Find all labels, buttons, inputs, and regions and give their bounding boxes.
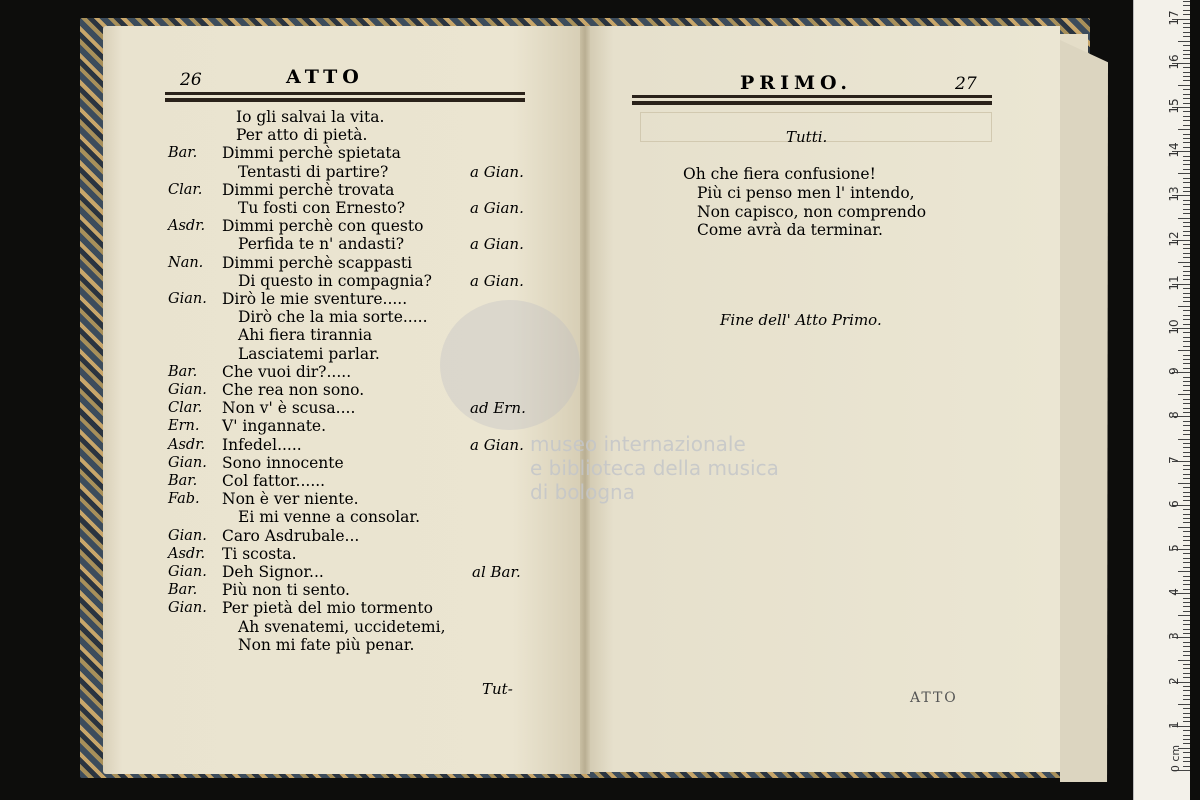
ruler-tick (1183, 160, 1190, 161)
ruler-number: 3 (1167, 632, 1181, 641)
verse-line: Caro Asdrubale... (222, 526, 360, 545)
header-right: PRIMO. (740, 72, 853, 94)
ruler-tick (1183, 147, 1190, 148)
speaker-label: Nan. (168, 254, 204, 271)
stage-direction: ad Ern. (470, 399, 526, 418)
speaker-tutti: Tutti. (786, 128, 828, 146)
ruler-tick (1183, 235, 1190, 236)
ruler-tick (1183, 319, 1190, 320)
verse-line: Ahi fiera tirannia (238, 326, 373, 345)
ruler-tick (1178, 571, 1190, 572)
ruler-tick (1183, 536, 1190, 537)
ruler-tick (1183, 120, 1190, 121)
ruler-tick (1183, 377, 1190, 378)
ruler-tick (1183, 182, 1190, 183)
speaker-label: Bar. (168, 363, 198, 380)
ruler-tick (1178, 306, 1190, 307)
ruler-tick (1178, 394, 1190, 395)
ruler-tick (1183, 54, 1190, 55)
ruler-tick (1183, 611, 1190, 612)
speaker-label: Clar. (168, 400, 203, 417)
stage-direction: a Gian. (470, 235, 524, 254)
ruler-tick (1178, 527, 1190, 528)
verse-line: Dimmi perchè con questo (222, 217, 424, 236)
ruler-tick (1183, 116, 1190, 117)
library-stamp (530, 432, 779, 504)
stage-direction: a Gian. (470, 162, 524, 181)
page-number-right: 27 (955, 74, 977, 94)
ruler-tick (1183, 624, 1190, 625)
ruler-tick (1178, 218, 1190, 219)
ruler-tick (1183, 496, 1190, 497)
ruler-tick (1183, 359, 1190, 360)
ruler-tick (1178, 483, 1190, 484)
verse-line: Dimmi perchè spietata (222, 144, 401, 163)
ruler-tick (1183, 257, 1190, 258)
ruler-tick (1183, 487, 1190, 488)
ruler-tick (1183, 567, 1190, 568)
ruler-tick (1183, 191, 1190, 192)
verse-line: Deh Signor... (222, 563, 324, 581)
ruler-tick (1183, 385, 1190, 386)
verse-line: Non v' è scusa.... (222, 399, 356, 418)
ruler-tick (1183, 187, 1190, 188)
ruler-tick (1183, 602, 1190, 603)
ruler-number: 8 (1167, 411, 1181, 420)
ruler-tick (1183, 545, 1190, 546)
header-left: ATTO (286, 66, 364, 88)
ruler-tick (1183, 111, 1190, 112)
speaker-label: Gian. (168, 600, 207, 617)
ruler-tick (1183, 275, 1190, 276)
ruler-tick (1183, 32, 1190, 33)
ruler-tick (1183, 213, 1190, 214)
ruler-tick (1183, 204, 1190, 205)
ruler-tick (1183, 474, 1190, 475)
verse-line: Ti scosta. (222, 544, 297, 563)
ruler-tick (1183, 98, 1190, 99)
ruler-number: 10 (1167, 319, 1181, 335)
ruler-tick (1183, 664, 1190, 665)
ruler-tick (1183, 222, 1190, 223)
ruler-tick (1183, 94, 1190, 95)
ruler-tick (1183, 412, 1190, 413)
verse-line: Non capisco, non comprendo (697, 203, 927, 221)
ruler-tick (1178, 660, 1190, 661)
verse-line: Per pietà del mio tormento (222, 599, 433, 618)
end-of-act-note: Fine dell' Atto Primo. (720, 311, 882, 329)
ruler-tick (1178, 350, 1190, 351)
catchword-right: ATTO (910, 690, 958, 706)
ruler-number: 5 (1167, 544, 1181, 552)
verse-line: Lasciatemi parlar. (238, 344, 380, 363)
ruler-tick (1183, 169, 1190, 170)
speaker-label: Gian. (168, 291, 207, 307)
header-rule-right (632, 95, 992, 105)
verse-line: Non è ver niente. (222, 490, 359, 509)
verse-line: Più non ti sento. (222, 581, 350, 600)
ruler-tick (1183, 598, 1190, 599)
stage-direction: a Gian. (470, 199, 524, 217)
verse-line: Ei mi venne a consolar. (238, 508, 421, 527)
ruler-tick (1183, 708, 1190, 709)
ruler-tick (1183, 156, 1190, 157)
stage-direction: a Gian. (470, 435, 524, 454)
ruler-tick (1183, 58, 1190, 59)
verse-line: Tu fosti con Ernesto? (238, 199, 406, 217)
ruler-number: 7 (1167, 455, 1181, 464)
ruler-tick (1183, 134, 1190, 135)
verse-line: Come avrà da terminar. (697, 221, 883, 239)
stage-direction: al Bar. (472, 563, 521, 581)
ruler-tick (1183, 36, 1190, 37)
ruler-tick (1183, 421, 1190, 422)
ruler-tick (1183, 381, 1190, 382)
ruler-tick (1183, 531, 1190, 532)
ruler-tick (1183, 76, 1190, 77)
measuring-ruler (1133, 0, 1190, 800)
ruler-number: 12 (1167, 230, 1181, 247)
page-number-left: 26 (180, 70, 202, 90)
verse-line: Sono innocente (222, 453, 344, 472)
ruler-tick (1178, 615, 1190, 616)
ruler-tick (1183, 164, 1190, 165)
verse-line: Oh che fiera confusione! (683, 165, 876, 183)
speaker-label: Gian. (168, 454, 207, 471)
ruler-tick (1183, 518, 1190, 519)
ruler-unit: 0 cm (1169, 744, 1183, 773)
ruler-tick (1178, 129, 1190, 130)
ruler-tick (1183, 1, 1190, 2)
ruler-tick (1183, 699, 1190, 700)
verse-line: Per atto di pietà. (236, 126, 368, 145)
ruler-tick (1183, 690, 1190, 691)
ruler-tick (1183, 368, 1190, 369)
ruler-tick (1183, 673, 1190, 674)
ruler-tick (1183, 279, 1190, 280)
ruler-tick (1183, 553, 1190, 554)
ruler-tick (1183, 125, 1190, 126)
ruler-tick (1183, 558, 1190, 559)
stamp-line-2: e biblioteca della musica (530, 456, 779, 480)
ruler-number: 15 (1167, 98, 1181, 114)
verse-line: V' ingannate. (222, 417, 327, 436)
ruler-tick (1183, 447, 1190, 448)
ruler-tick (1183, 469, 1190, 470)
ruler-tick (1183, 478, 1190, 479)
ruler-tick (1183, 606, 1190, 607)
ruler-tick (1183, 677, 1190, 678)
ruler-tick (1183, 580, 1190, 581)
ruler-tick (1178, 41, 1190, 42)
ruler-tick (1183, 443, 1190, 444)
ruler-tick (1183, 757, 1190, 758)
ruler-tick (1183, 492, 1190, 493)
verse-line: Col fattor...... (222, 472, 326, 490)
ruler-tick (1183, 67, 1190, 68)
back-pages-edge (1060, 40, 1108, 782)
stamp-line-3: di bologna (530, 480, 635, 504)
ruler-tick (1183, 668, 1190, 669)
ruler-number: 14 (1167, 142, 1181, 158)
ruler-tick (1183, 403, 1190, 404)
ruler-tick (1183, 761, 1190, 762)
speaker-label: Clar. (168, 181, 203, 198)
ruler-tick (1183, 301, 1190, 302)
ruler-tick (1183, 500, 1190, 501)
ruler-tick (1183, 522, 1190, 523)
ruler-tick (1183, 589, 1190, 590)
ruler-tick (1183, 730, 1190, 731)
verse-line: Che rea non sono. (222, 381, 365, 399)
verse-line: Più ci penso men l' intendo, (697, 184, 915, 202)
speaker-label: Ern. (168, 418, 200, 435)
ruler-tick (1183, 739, 1190, 740)
ruler-tick (1183, 456, 1190, 457)
verse-line: Infedel..... (222, 435, 302, 454)
ruler-number: 13 (1167, 186, 1181, 203)
ruler-tick (1183, 721, 1190, 722)
ruler-tick (1183, 514, 1190, 515)
ruler-tick (1183, 337, 1190, 338)
ruler-tick (1183, 72, 1190, 73)
ruler-tick (1183, 355, 1190, 356)
ruler-tick (1183, 735, 1190, 736)
ruler-tick (1183, 332, 1190, 333)
ruler-number: 16 (1167, 54, 1181, 70)
ruler-tick (1183, 341, 1190, 342)
speaker-label: Asdr. (168, 436, 206, 453)
verse-line: Tentasti di partire? (238, 162, 389, 181)
ruler-tick (1183, 5, 1190, 6)
ruler-tick (1183, 430, 1190, 431)
ruler-tick (1178, 85, 1190, 86)
ruler-tick (1183, 540, 1190, 541)
verse-line: Dimmi perchè scappasti (222, 253, 413, 272)
stamp-line-1: museo internazionale (530, 432, 746, 456)
ruler-tick (1183, 425, 1190, 426)
ruler-tick (1183, 231, 1190, 232)
ruler-tick (1183, 646, 1190, 647)
ruler-tick (1183, 297, 1190, 298)
ruler-tick (1183, 408, 1190, 409)
ruler-tick (1183, 10, 1190, 11)
ruler-tick (1183, 655, 1190, 656)
ruler-tick (1183, 45, 1190, 46)
speaker-label: Bar. (168, 582, 198, 599)
ruler-number: 6 (1167, 499, 1181, 508)
ruler-number: 9 (1167, 367, 1181, 376)
ruler-tick (1183, 226, 1190, 227)
catchword-left: Tut- (482, 680, 513, 698)
ruler-tick (1183, 89, 1190, 90)
verse-line: Dimmi perchè trovata (222, 180, 395, 199)
ruler-tick (1183, 584, 1190, 585)
ruler-number: 17 (1167, 9, 1181, 26)
ruler-tick (1183, 651, 1190, 652)
ruler-tick (1183, 103, 1190, 104)
ruler-tick (1183, 713, 1190, 714)
ruler-tick (1183, 686, 1190, 687)
ruler-tick (1178, 262, 1190, 263)
stage-direction: a Gian. (470, 271, 524, 290)
ruler-tick (1183, 399, 1190, 400)
ruler-tick (1183, 80, 1190, 81)
ruler-tick (1183, 209, 1190, 210)
ruler-tick (1183, 315, 1190, 316)
book-gutter (580, 26, 590, 774)
speaker-label: Fab. (168, 491, 200, 508)
ruler-tick (1183, 293, 1190, 294)
ruler-tick (1183, 620, 1190, 621)
verse-line: Di questo in compagnia? (238, 271, 432, 290)
ruler-tick (1183, 248, 1190, 249)
ruler-tick (1183, 14, 1190, 15)
speaker-label: Gian. (168, 382, 207, 398)
ruler-tick (1183, 178, 1190, 179)
ruler-tick (1183, 27, 1190, 28)
ruler-tick (1183, 695, 1190, 696)
verse-line: Dirò le mie sventure..... (222, 290, 408, 308)
ruler-tick (1183, 271, 1190, 272)
ruler-tick (1183, 200, 1190, 201)
ruler-tick (1183, 509, 1190, 510)
ruler-tick (1183, 766, 1190, 767)
ruler-tick (1183, 752, 1190, 753)
ruler-tick (1183, 244, 1190, 245)
ruler-tick (1183, 633, 1190, 634)
ruler-tick (1183, 253, 1190, 254)
ruler-tick (1183, 346, 1190, 347)
speaker-label: Bar. (168, 145, 198, 162)
header-rule-left (165, 92, 525, 102)
ruler-tick (1183, 743, 1190, 744)
ruler-tick (1183, 310, 1190, 311)
ruler-tick (1183, 562, 1190, 563)
ruler-tick (1183, 138, 1190, 139)
ruler-tick (1183, 363, 1190, 364)
verse-line: Dirò che la mia sorte..... (238, 308, 428, 327)
ruler-tick (1178, 704, 1190, 705)
ruler-number: 2 (1167, 676, 1181, 685)
ruler-tick (1183, 452, 1190, 453)
ruler-number: 4 (1167, 588, 1181, 597)
ruler-tick (1183, 50, 1190, 51)
speaker-label: Bar. (168, 473, 198, 489)
verse-line: Che vuoi dir?..... (222, 362, 352, 381)
ruler-tick (1183, 465, 1190, 466)
ruler-number: 11 (1167, 275, 1181, 291)
ruler-tick (1183, 266, 1190, 267)
verse-line: Io gli salvai la vita. (236, 108, 385, 126)
ruler-tick (1183, 23, 1190, 24)
ruler-tick (1183, 288, 1190, 289)
ruler-tick (1183, 576, 1190, 577)
ruler-tick (1183, 629, 1190, 630)
ruler-tick (1183, 390, 1190, 391)
verse-line: Perfida te n' andasti? (238, 235, 405, 254)
ruler-tick (1183, 642, 1190, 643)
ruler-tick (1178, 173, 1190, 174)
speaker-label: Gian. (168, 527, 207, 544)
ruler-tick (1183, 142, 1190, 143)
speaker-label: Asdr. (168, 545, 206, 562)
ruler-tick (1178, 439, 1190, 440)
speaker-label: Asdr. (168, 218, 206, 235)
verse-line: Non mi fate più penar. (238, 635, 415, 654)
ruler-tick (1183, 434, 1190, 435)
ruler-tick (1183, 717, 1190, 718)
speaker-label: Gian. (168, 564, 207, 580)
ruler-tick (1183, 324, 1190, 325)
ruler-number: 1 (1167, 720, 1181, 729)
verse-line: Ah svenatemi, uccidetemi, (238, 617, 446, 636)
